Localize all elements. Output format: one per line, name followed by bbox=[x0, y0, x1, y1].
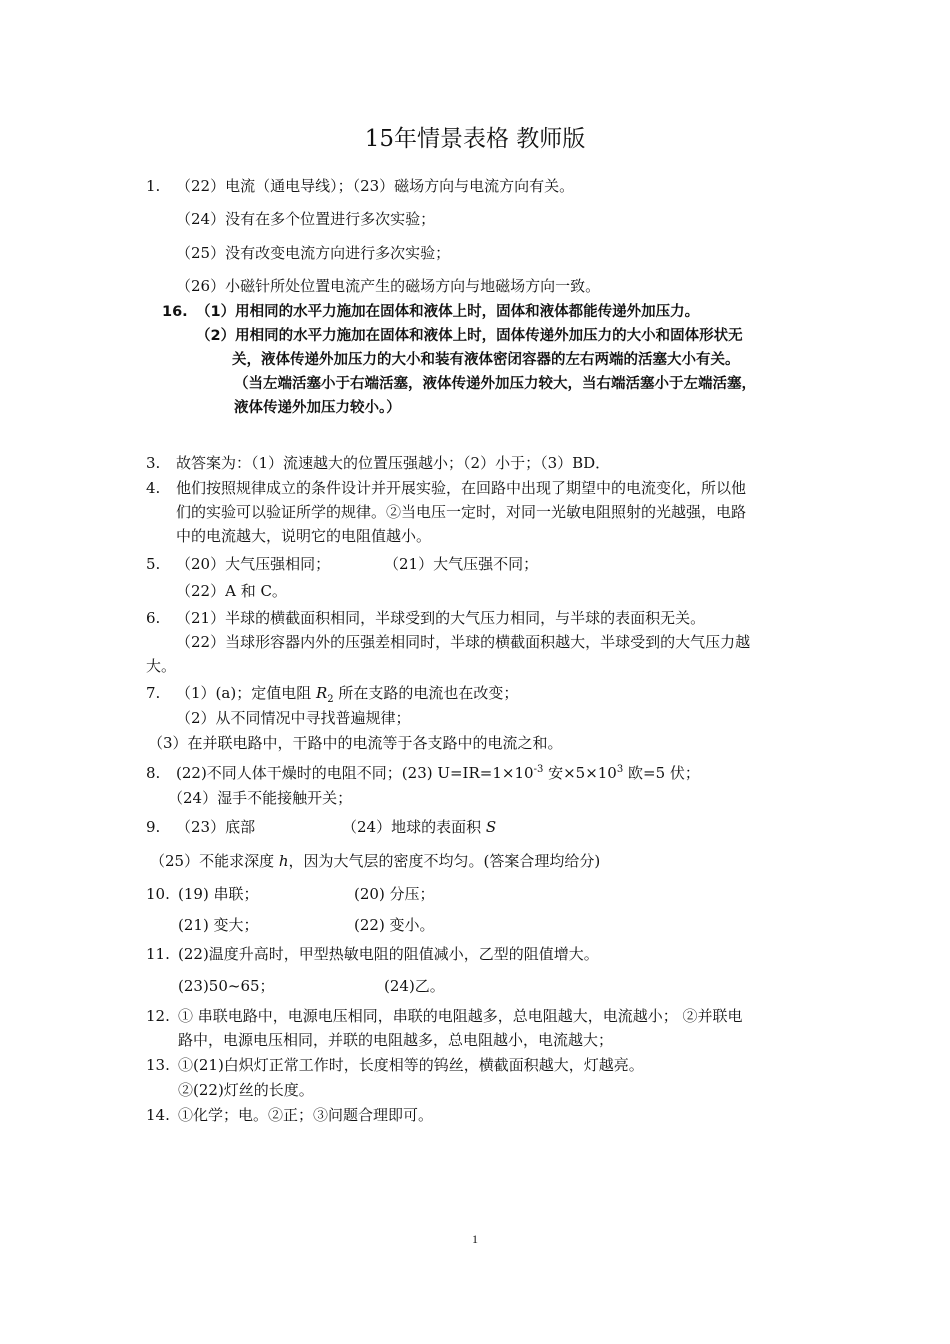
answer-line: (20) 分压； bbox=[354, 885, 435, 903]
item-number: 9. bbox=[146, 818, 161, 836]
answer-line: （22）电流（通电导线）；（23）磁场方向与电流方向有关。 bbox=[176, 177, 575, 195]
answer-line: 路中，电源电压相同，并联的电阻越多，总电阻越小，电流越大； bbox=[178, 1031, 614, 1049]
answer-text: （25）不能求深度 bbox=[150, 852, 279, 870]
answer-line bbox=[342, 817, 496, 837]
answer-text: (22)不同人体干燥时的电阻不同；(23) U=IR=1×10 bbox=[176, 764, 534, 782]
answer-line: (19) 串联； bbox=[178, 885, 259, 903]
exponent: 3 bbox=[616, 764, 624, 775]
item-number: 14. bbox=[146, 1106, 170, 1124]
answer-line: 大。 bbox=[146, 657, 177, 675]
item-number: 13. bbox=[146, 1056, 170, 1074]
item-number: 8. bbox=[146, 764, 161, 782]
answer-text: （1）(a)；定值电阻 bbox=[176, 684, 316, 702]
answer-line: ① 串联电路中，电源电压相同，串联的电阻越多，总电阻越大，电流越小； ②并联电 bbox=[178, 1007, 743, 1025]
answer-line: ②(22)灯丝的长度。 bbox=[178, 1081, 314, 1099]
item-number: 4. bbox=[146, 479, 161, 497]
answer-line: 中的电流越大，说明它的电阻值越小。 bbox=[176, 527, 432, 545]
page-number: 1 bbox=[472, 1232, 478, 1246]
resistor-symbol: R bbox=[315, 684, 328, 702]
answer-line: （25）没有改变电流方向进行多次实验； bbox=[176, 244, 451, 262]
answer-line: (23)50~65； bbox=[178, 977, 275, 995]
answer-line: （20）大气压强相同； bbox=[176, 555, 331, 573]
answer-line: 故答案为：（1）流速越大的位置压强越小；（2）小于；（3）BD． bbox=[176, 454, 611, 472]
answer-text: ，因为大气层的密度不均匀。(答案合理均给分) bbox=[288, 852, 601, 870]
answer-line: （26）小磁针所处位置电流产生的磁场方向与地磁场方向一致。 bbox=[176, 277, 601, 295]
answer-line: 他们按照规律成立的条件设计并开展实验，在回路中出现了期望中的电流变化，所以他 bbox=[176, 479, 747, 497]
answer-line: （1）用相同的水平力施加在固体和液体上时，固体和液体都能传递外加压力。 bbox=[196, 304, 700, 320]
item-number: 1. bbox=[146, 177, 161, 195]
answer-line: （2）用相同的水平力施加在固体和液体上时，固体传递外加压力的大小和固体形状无 bbox=[196, 328, 743, 344]
item-number: 5. bbox=[146, 555, 161, 573]
answer-line: （21）大气压强不同； bbox=[384, 555, 539, 573]
item-number: 16. bbox=[162, 304, 188, 320]
answer-line: ①化学；电。②正；③问题合理即可。 bbox=[178, 1106, 434, 1124]
answer-line: 液体传递外加压力较小。） bbox=[234, 400, 401, 416]
answer-line: （24）没有在多个位置进行多次实验； bbox=[176, 210, 436, 228]
depth-symbol: h bbox=[278, 852, 289, 870]
answer-line: (22) 变小。 bbox=[354, 916, 435, 934]
answer-line: 们的实验可以验证所学的规律。②当电压一定时，对同一光敏电阻照射的光越强，电路 bbox=[176, 503, 747, 521]
answer-line: (24)乙。 bbox=[384, 977, 445, 995]
item-number: 10. bbox=[146, 885, 170, 903]
answer-line: （24）湿手不能接触开关； bbox=[168, 789, 353, 807]
answer-line: （22）A 和 C。 bbox=[176, 582, 287, 600]
answer-line: （23）底部 bbox=[176, 818, 256, 836]
answer-line: 关，液体传递外加压力的大小和装有液体密闭容器的左右两端的活塞大小有关。 bbox=[232, 352, 740, 368]
answer-text: 安×5×10 bbox=[543, 764, 617, 782]
item-number: 6. bbox=[146, 609, 161, 627]
answer-line: （3）在并联电路中，干路中的电流等于各支路中的电流之和。 bbox=[148, 734, 563, 752]
resistor-subscript: 2 bbox=[327, 694, 334, 705]
answer-line bbox=[176, 683, 518, 703]
answer-line: （当左端活塞小于右端活塞，液体传递外加压力较大，当右端活塞小于左端活塞， bbox=[234, 376, 756, 392]
item-number: 3. bbox=[146, 454, 161, 472]
answer-line: （22）当球形容器内外的压强差相同时，半球的横截面积越大，半球受到的大气压力越 bbox=[176, 633, 751, 651]
answer-line: （2）从不同情况中寻找普遍规律； bbox=[176, 709, 411, 727]
item-number: 7. bbox=[146, 684, 161, 702]
exponent: -3 bbox=[533, 764, 544, 775]
answer-line: (22)温度升高时，甲型热敏电阻的阻值减小，乙型的阻值增大。 bbox=[178, 945, 599, 963]
answer-text: （24）地球的表面积 bbox=[342, 818, 486, 836]
answer-text: 所在支路的电流也在改变； bbox=[333, 684, 519, 702]
answer-line: （21）半球的横截面积相同，半球受到的大气压力相同，与半球的表面积无关。 bbox=[176, 609, 706, 627]
page-title: 15年情景表格 教师版 bbox=[364, 126, 586, 152]
answer-line: (21) 变大； bbox=[178, 916, 259, 934]
answer-line bbox=[176, 763, 700, 783]
answer-line: ①(21)白炽灯正常工作时，长度相等的钨丝，横截面积越大，灯越亮。 bbox=[178, 1056, 644, 1074]
item-number: 12. bbox=[146, 1007, 170, 1025]
answer-line bbox=[150, 851, 600, 871]
area-symbol: S bbox=[485, 818, 497, 836]
item-number: 11. bbox=[146, 945, 170, 963]
answer-text: 欧=5 伏； bbox=[623, 764, 700, 782]
